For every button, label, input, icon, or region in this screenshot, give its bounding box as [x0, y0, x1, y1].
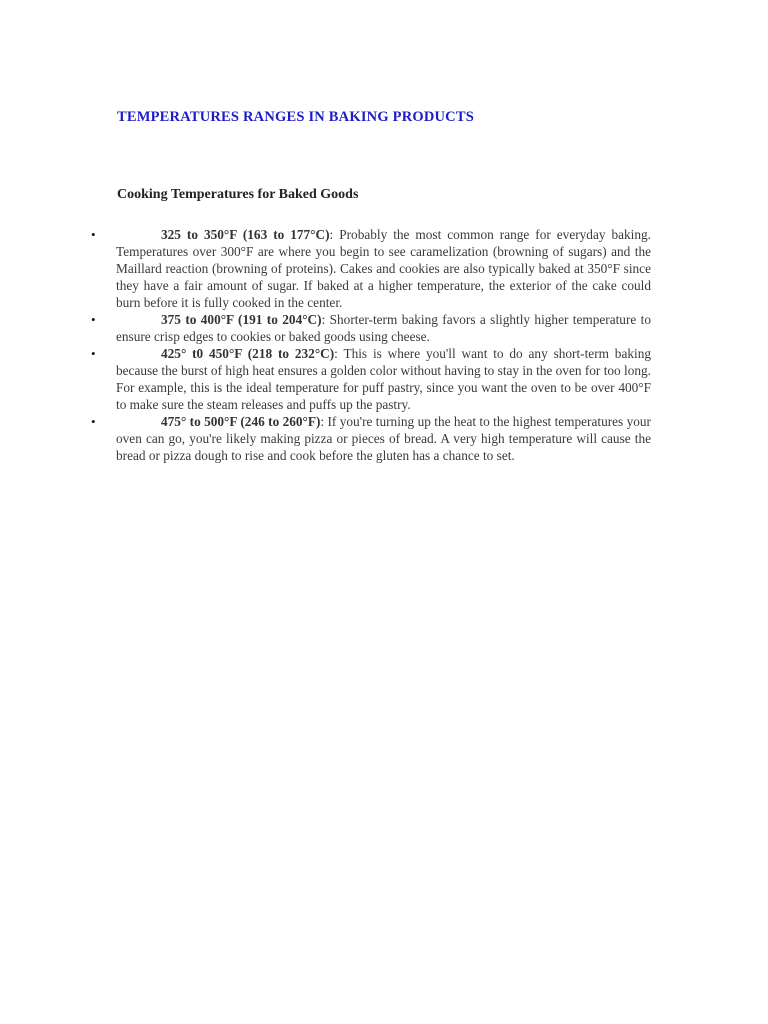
temperature-description: : Shorter-term baking favors a slightly higher temperature to ensure crisp edges to cookies or baked goods using cheese.	[116, 312, 651, 344]
section-heading: Cooking Temperatures for Baked Goods	[117, 187, 359, 202]
document-title: TEMPERATURES RANGES IN BAKING PRODUCTS	[117, 109, 474, 125]
temperature-range: 375 to 400°F (191 to 204°C)	[161, 312, 322, 327]
temperature-description: : Probably the most common range for everyday baking. Temperatures over 300°F are where you begin to see caramelization (browning of sugars) and the Maillard reaction (browning of proteins). Cakes and cookies are also typically baked at 350°F since they have a fair amount of sugar. If baked at a higher temperature, the exterior of the cake could burn before it is fully cooked in the center.	[116, 227, 651, 310]
bullet-icon: •	[91, 227, 96, 242]
bullet-icon: •	[91, 312, 96, 327]
list-item	[91, 345, 651, 413]
temperature-range: 325 to 350°F (163 to 177°C)	[161, 227, 330, 242]
list-item	[91, 413, 651, 464]
temperature-list	[91, 226, 651, 464]
temperature-range: 425° t0 450°F (218 to 232°C)	[161, 346, 335, 361]
temperature-description: : If you're turning up the heat to the highest temperatures your oven can go, you're likely making pizza or pieces of bread. A very high temperature will cause the bread or pizza dough to rise and cook before the gluten has a chance to set.	[116, 414, 651, 463]
list-item	[91, 311, 651, 345]
list-item	[91, 226, 651, 311]
bullet-icon: •	[91, 414, 96, 429]
temperature-description: : This is where you'll want to do any short-term baking because the burst of high heat ensures a golden color without having to stay in the oven for too long. For example, this is the ideal temperature for puff pastry, since you want the oven to be over 400°F to make sure the steam releases and puffs up the pastry.	[116, 346, 651, 412]
temperature-range: 475° to 500°F (246 to 260°F)	[161, 414, 321, 429]
bullet-icon: •	[91, 346, 96, 361]
